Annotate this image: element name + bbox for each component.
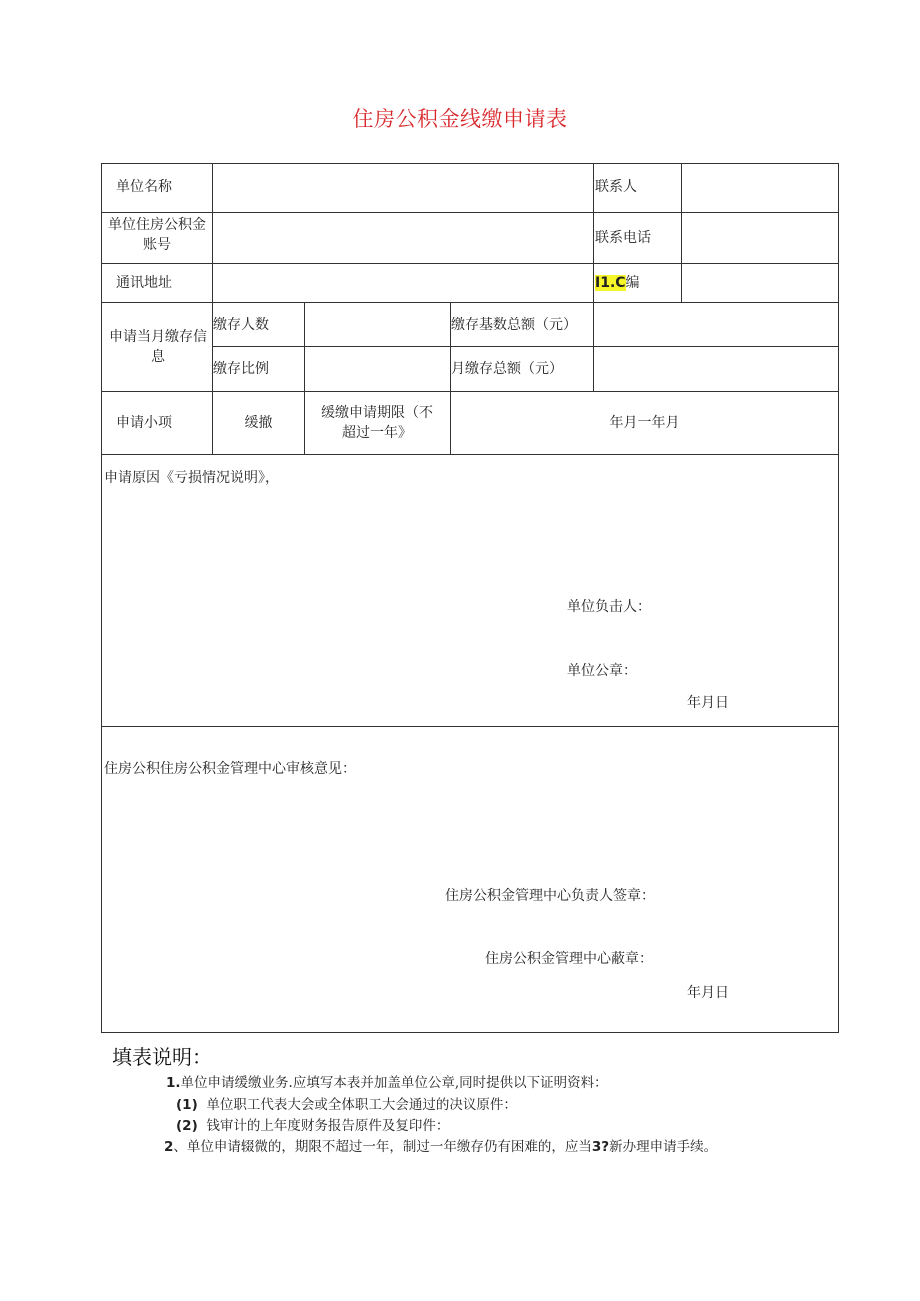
contact-field[interactable] [682,164,837,211]
base-total-field[interactable] [594,303,837,345]
note-number: 2 [164,1139,174,1155]
monthly-info-label: 申请当月缴存信息 [109,329,207,365]
row-divider [101,726,839,727]
reason-label: 申请原因《亏损情况说明》， [104,470,279,486]
phone-field[interactable] [682,213,837,262]
note-text: 钱审计的上年度财务报告原件及复印件： [206,1118,450,1134]
period-value: 年月一年月 [609,415,680,431]
review-label: 住房公积住房公积金管理中心审核意见： [104,761,356,777]
ratio-field[interactable] [305,347,449,390]
center-leader-label: 住房公积金管理中心负责人签章： [445,888,655,904]
note-number: 3? [591,1139,610,1155]
base-total-label: 缴存基数总额（元） [451,317,577,333]
address-label: 通讯地址 [116,275,172,291]
unit-leader-label: 单位负击人： [567,599,651,615]
unit-seal-label: 单位公章： [567,663,637,679]
center-seal-label: 住房公积金管理中心蔽章： [485,951,653,967]
form-title: 住房公积金线缴申请表 [352,107,568,131]
headcount-label: 缴存人数 [213,317,269,333]
unit-name-label: 单位名称 [116,179,172,195]
unit-name-field[interactable] [213,164,592,211]
account-label: 单位住房公积金账号 [108,217,206,253]
note-text: 单位申请缓缴业务.应填写本表并加盖单位公章,同时提供以下证明资料： [180,1075,608,1091]
contact-label: 联系人 [595,179,637,195]
notes-title: 填表说明： [112,1045,212,1069]
item-value: 缓撤 [244,415,273,431]
note-item [176,1116,449,1136]
note-text: 新办理申请手续。 [609,1139,718,1155]
table-border-bottom [101,1032,839,1033]
note-number: 1. [166,1075,181,1091]
table-border-right [838,163,839,1033]
postcode-field[interactable] [682,264,837,301]
monthly-total-label: 月缴存总额（元） [451,361,563,377]
table-border-left [101,163,102,1033]
note-item [164,1137,717,1157]
unit-date: 年月日 [687,695,729,711]
ratio-label: 缴存比例 [213,361,269,377]
postcode-label [595,273,640,293]
note-item [176,1095,517,1115]
headcount-field[interactable] [305,303,449,345]
postcode-suffix: 编 [625,275,640,291]
note-number: (1) [176,1097,198,1113]
note-number: (2) [176,1118,198,1134]
monthly-total-field[interactable] [594,347,837,390]
note-text: 单位职工代表大会或全体职工大会通过的决议原件： [206,1097,517,1113]
postcode-highlight: I1.C [595,275,626,291]
address-field[interactable] [213,264,592,301]
account-field[interactable] [213,213,592,262]
note-text: 、单位申请辍微的，期限不超过一年，制过一年缴存仍有困难的，应当 [173,1139,592,1155]
phone-label: 联系电话 [595,230,651,246]
center-date: 年月日 [687,985,729,1001]
item-label: 申请小项 [116,415,172,431]
col-divider [593,163,594,302]
period-label: 缓缴申请期限（不超过一年》 [321,405,433,441]
note-item [166,1073,608,1093]
